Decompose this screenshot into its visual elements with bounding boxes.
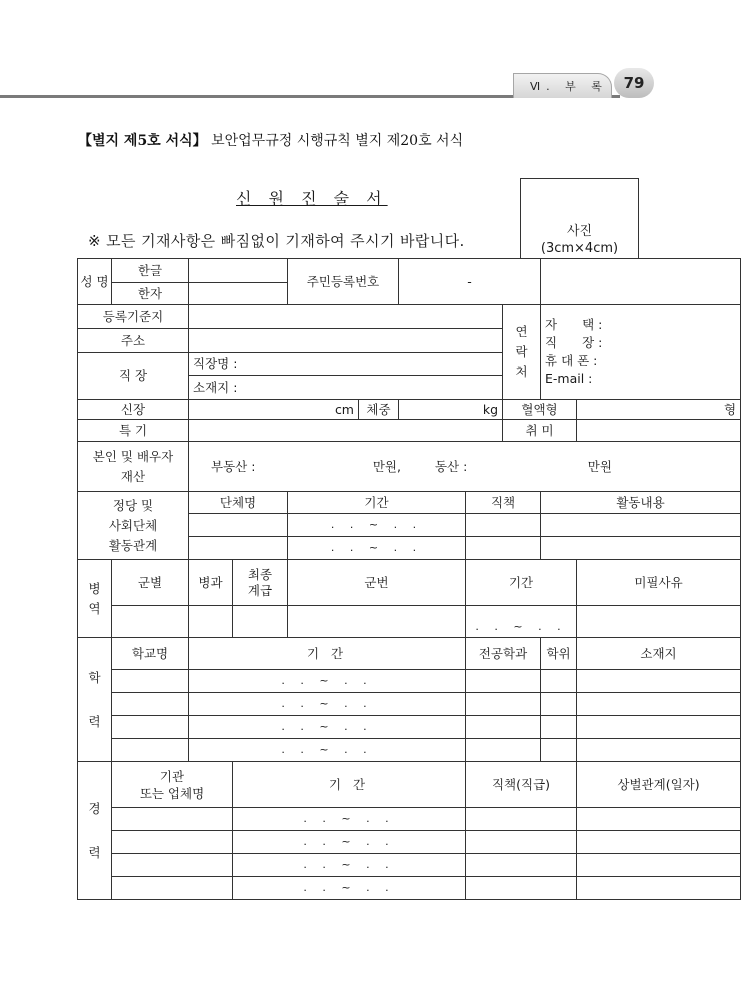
career-period-input[interactable]: . . ~ . . <box>233 877 466 900</box>
weight-label: 체중 <box>359 400 399 420</box>
contact-label: 연 락 처 <box>503 305 541 400</box>
hobby-label: 취 미 <box>503 420 577 442</box>
company-name-input[interactable]: 직장명 : <box>189 353 503 376</box>
contact-email[interactable]: E-mail : <box>545 371 593 386</box>
military-number-input[interactable] <box>288 606 466 638</box>
career-awards-input[interactable] <box>577 831 741 854</box>
company-location-input[interactable]: 소재지 : <box>189 376 503 400</box>
assets-label: 본인 및 배우자 재산 <box>78 442 189 492</box>
caption-bracket-title: 【별지 제5호 서식】 <box>78 133 207 149</box>
address-label: 주소 <box>78 329 189 353</box>
career-period-input[interactable]: . . ~ . . <box>233 831 466 854</box>
party-group-input[interactable] <box>189 514 288 537</box>
career-period-input[interactable]: . . ~ . . <box>233 854 466 877</box>
blood-label: 혈액형 <box>503 400 577 420</box>
edu-major-input[interactable] <box>466 739 541 762</box>
career-col-period: 기 간 <box>233 762 466 808</box>
hobby-input[interactable] <box>577 420 741 442</box>
military-label: 병 역 <box>78 560 112 638</box>
identity-form-table <box>77 258 741 900</box>
resident-no-input[interactable]: - <box>399 259 541 305</box>
edu-period-input[interactable]: . . ~ . . <box>189 670 466 693</box>
edu-location-input[interactable] <box>577 670 741 693</box>
won-label-2: 만원 <box>587 458 612 474</box>
career-label: 경 력 <box>78 762 112 900</box>
career-awards-input[interactable] <box>577 877 741 900</box>
edu-col-school: 학교명 <box>112 638 189 670</box>
party-col-activity: 활동내용 <box>541 492 741 514</box>
military-col-rank: 최종 계급 <box>233 560 288 606</box>
edu-degree-input[interactable] <box>541 670 577 693</box>
edu-major-input[interactable] <box>466 693 541 716</box>
edu-school-input[interactable] <box>112 716 189 739</box>
page-number: 79 <box>614 68 654 98</box>
career-org-input[interactable] <box>112 854 233 877</box>
form-caption <box>78 130 463 150</box>
weight-input[interactable]: kg <box>399 400 503 420</box>
military-period-input[interactable]: . . ~ . . <box>466 606 577 638</box>
career-col-awards: 상벌관계(일자) <box>577 762 741 808</box>
career-awards-input[interactable] <box>577 808 741 831</box>
height-input[interactable]: cm <box>189 400 359 420</box>
military-col-period: 기간 <box>466 560 577 606</box>
edu-location-input[interactable] <box>577 693 741 716</box>
movable-label: 동산 : <box>434 458 468 474</box>
section-title: Ⅵ. 부 록 <box>530 80 608 93</box>
party-position-input[interactable] <box>466 537 541 560</box>
career-period-input[interactable]: . . ~ . . <box>233 808 466 831</box>
edu-location-input[interactable] <box>577 739 741 762</box>
contact-work[interactable]: 직 장 : <box>545 335 603 350</box>
registry-label: 등록기준지 <box>78 305 189 329</box>
hanja-label: 한자 <box>112 283 189 305</box>
height-label: 신장 <box>78 400 189 420</box>
party-col-group: 단체명 <box>189 492 288 514</box>
military-col-type: 병과 <box>189 560 233 606</box>
career-org-input[interactable] <box>112 808 233 831</box>
special-input[interactable] <box>189 420 503 442</box>
party-period-input[interactable]: . . ~ . . <box>288 537 466 560</box>
edu-school-input[interactable] <box>112 670 189 693</box>
career-position-input[interactable] <box>466 831 577 854</box>
edu-degree-input[interactable] <box>541 716 577 739</box>
resident-no-label: 주민등록번호 <box>288 259 399 305</box>
won-label-1: 만원, <box>372 458 401 474</box>
realestate-label: 부동산 : <box>211 458 256 474</box>
party-activity-input[interactable] <box>541 537 741 560</box>
party-col-period: 기간 <box>288 492 466 514</box>
name-label: 성 명 <box>78 259 112 305</box>
career-position-input[interactable] <box>466 877 577 900</box>
registry-input[interactable] <box>189 305 503 329</box>
education-label: 학 력 <box>78 638 112 762</box>
address-input[interactable] <box>189 329 503 353</box>
contact-mobile[interactable]: 휴 대 폰 : <box>545 353 598 368</box>
hangul-name-input[interactable] <box>189 259 288 283</box>
edu-col-major: 전공학과 <box>466 638 541 670</box>
edu-col-period: 기 간 <box>189 638 466 670</box>
contact-home[interactable]: 자 택 : <box>545 317 603 332</box>
edu-col-location: 소재지 <box>577 638 741 670</box>
edu-degree-input[interactable] <box>541 693 577 716</box>
photo-area-lower[interactable] <box>541 259 741 305</box>
hangul-label: 한글 <box>112 259 189 283</box>
contact-fields[interactable] <box>541 305 741 400</box>
edu-period-input[interactable]: . . ~ . . <box>189 739 466 762</box>
edu-degree-input[interactable] <box>541 739 577 762</box>
military-col-branch: 군별 <box>112 560 189 606</box>
form-title: 신 원 진 술 서 <box>236 189 388 208</box>
career-org-input[interactable] <box>112 877 233 900</box>
edu-period-input[interactable]: . . ~ . . <box>189 693 466 716</box>
party-group-input[interactable] <box>189 537 288 560</box>
special-label: 특 기 <box>78 420 189 442</box>
blood-input[interactable]: 형 <box>577 400 741 420</box>
party-label: 정당 및 사회단체 활동관계 <box>78 492 189 560</box>
military-branch-input[interactable] <box>112 606 189 638</box>
military-rank-input[interactable] <box>233 606 288 638</box>
hanja-name-input[interactable] <box>189 283 288 305</box>
form-notice: ※ 모든 기재사항은 빠짐없이 기재하여 주시기 바랍니다. <box>88 232 465 250</box>
edu-major-input[interactable] <box>466 716 541 739</box>
career-position-input[interactable] <box>466 808 577 831</box>
military-type-input[interactable] <box>189 606 233 638</box>
edu-location-input[interactable] <box>577 716 741 739</box>
military-reason-input[interactable] <box>577 606 741 638</box>
career-col-position: 직책(직급) <box>466 762 577 808</box>
edu-col-degree: 학위 <box>541 638 577 670</box>
photo-box[interactable] <box>520 178 639 258</box>
edu-period-input[interactable]: . . ~ . . <box>189 716 466 739</box>
career-org-input[interactable] <box>112 831 233 854</box>
assets-input[interactable] <box>189 442 741 492</box>
party-col-position: 직책 <box>466 492 541 514</box>
party-period-input[interactable]: . . ~ . . <box>288 514 466 537</box>
career-awards-input[interactable] <box>577 854 741 877</box>
photo-label: 사진 (3cm×4cm) <box>540 224 619 256</box>
page-header <box>0 0 719 110</box>
party-activity-input[interactable] <box>541 514 741 537</box>
caption-text: 보안업무규정 시행규칙 별지 제20호 서식 <box>211 133 464 149</box>
edu-major-input[interactable] <box>466 670 541 693</box>
edu-school-input[interactable] <box>112 739 189 762</box>
job-label: 직 장 <box>78 353 189 400</box>
edu-school-input[interactable] <box>112 693 189 716</box>
career-position-input[interactable] <box>466 854 577 877</box>
career-col-org: 기관 또는 업체명 <box>112 762 233 808</box>
military-col-reason: 미필사유 <box>577 560 741 606</box>
military-col-number: 군번 <box>288 560 466 606</box>
party-position-input[interactable] <box>466 514 541 537</box>
